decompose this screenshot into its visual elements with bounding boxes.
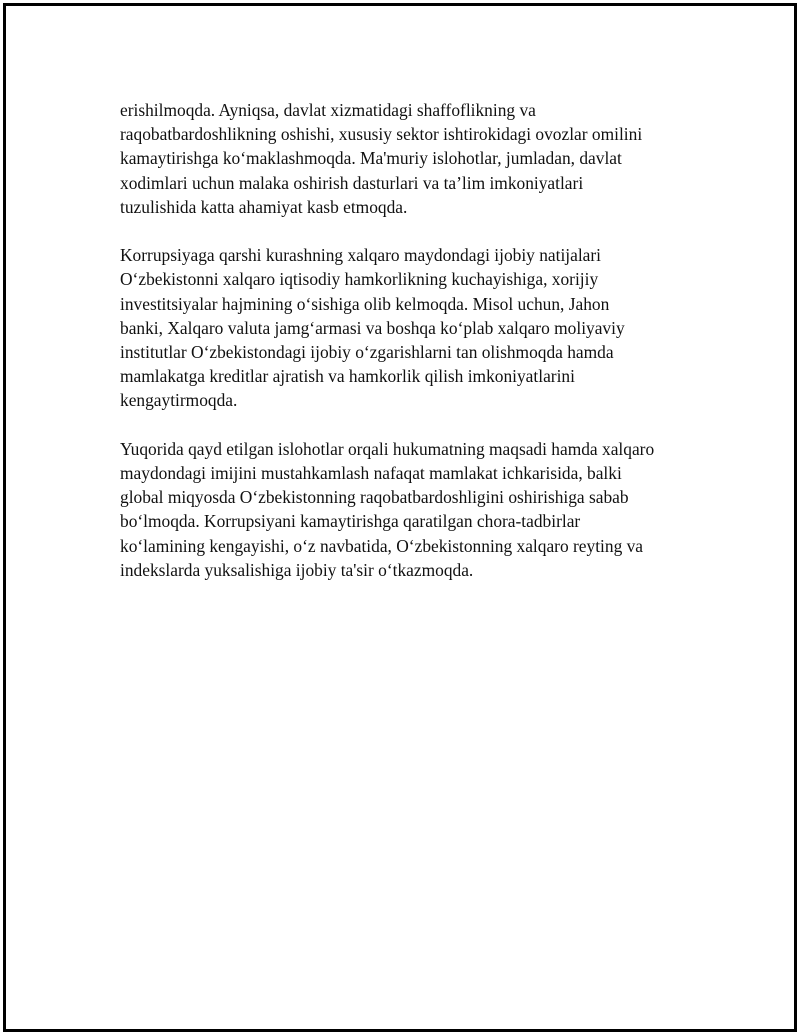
page-frame: [3, 3, 797, 1032]
paragraph-3: Yuqorida qayd etilgan islohotlar orqali hukumatning maqsadi hamda xalqaro maydondagi imijini mustahkamlash nafaqat mamlakat ichkarisida, balki global miqyosda O‘zbekistonning raqobatbardoshligini oshirishiga sabab bo‘lmoqda. Korrupsiyani kamaytirishga qaratilgan chora-tadbirlar ko‘lamining kengayishi, o‘z navbatida, O‘zbekistonning xalqaro reyting va indekslarda yuksalishiga ijobiy ta'sir o‘tkazmoqda.: [120, 438, 655, 580]
paragraph-1: erishilmoqda. Ayniqsa, davlat xizmatidagi shaffoflikning va raqobatbardoshlikning oshishi, xususiy sektor ishtirokidagi ovozlar omilini kamaytirishga ko‘maklashmoqda. Ma'muriy islohotlar, jumladan, davlat xodimlari uchun malaka oshirish dasturlari va ta’lim imkoniyatlari tuzulishida katta ahamiyat kasb etmoqda.: [120, 100, 643, 217]
page-content: [120, 98, 700, 606]
paragraph-2: Korrupsiyaga qarshi kurashning xalqaro maydondagi ijobiy natijalari O‘zbekistonni xalqaro iqtisodiy hamkorlikning kuchayishiga, xorijiy investitsiyalar hajmining o‘sishiga olib kelmoqda. Misol uchun, Jahon banki, Xalqaro valuta jamg‘armasi va boshqa ko‘plab xalqaro moliyaviy institutlar O‘zbekistondagi ijobiy o‘zgarishlarni tan olishmoqda hamda mamlakatga kreditlar ajratish va hamkorlik qilish imkoniyatlarini kengaytirmoqda.: [120, 245, 625, 411]
